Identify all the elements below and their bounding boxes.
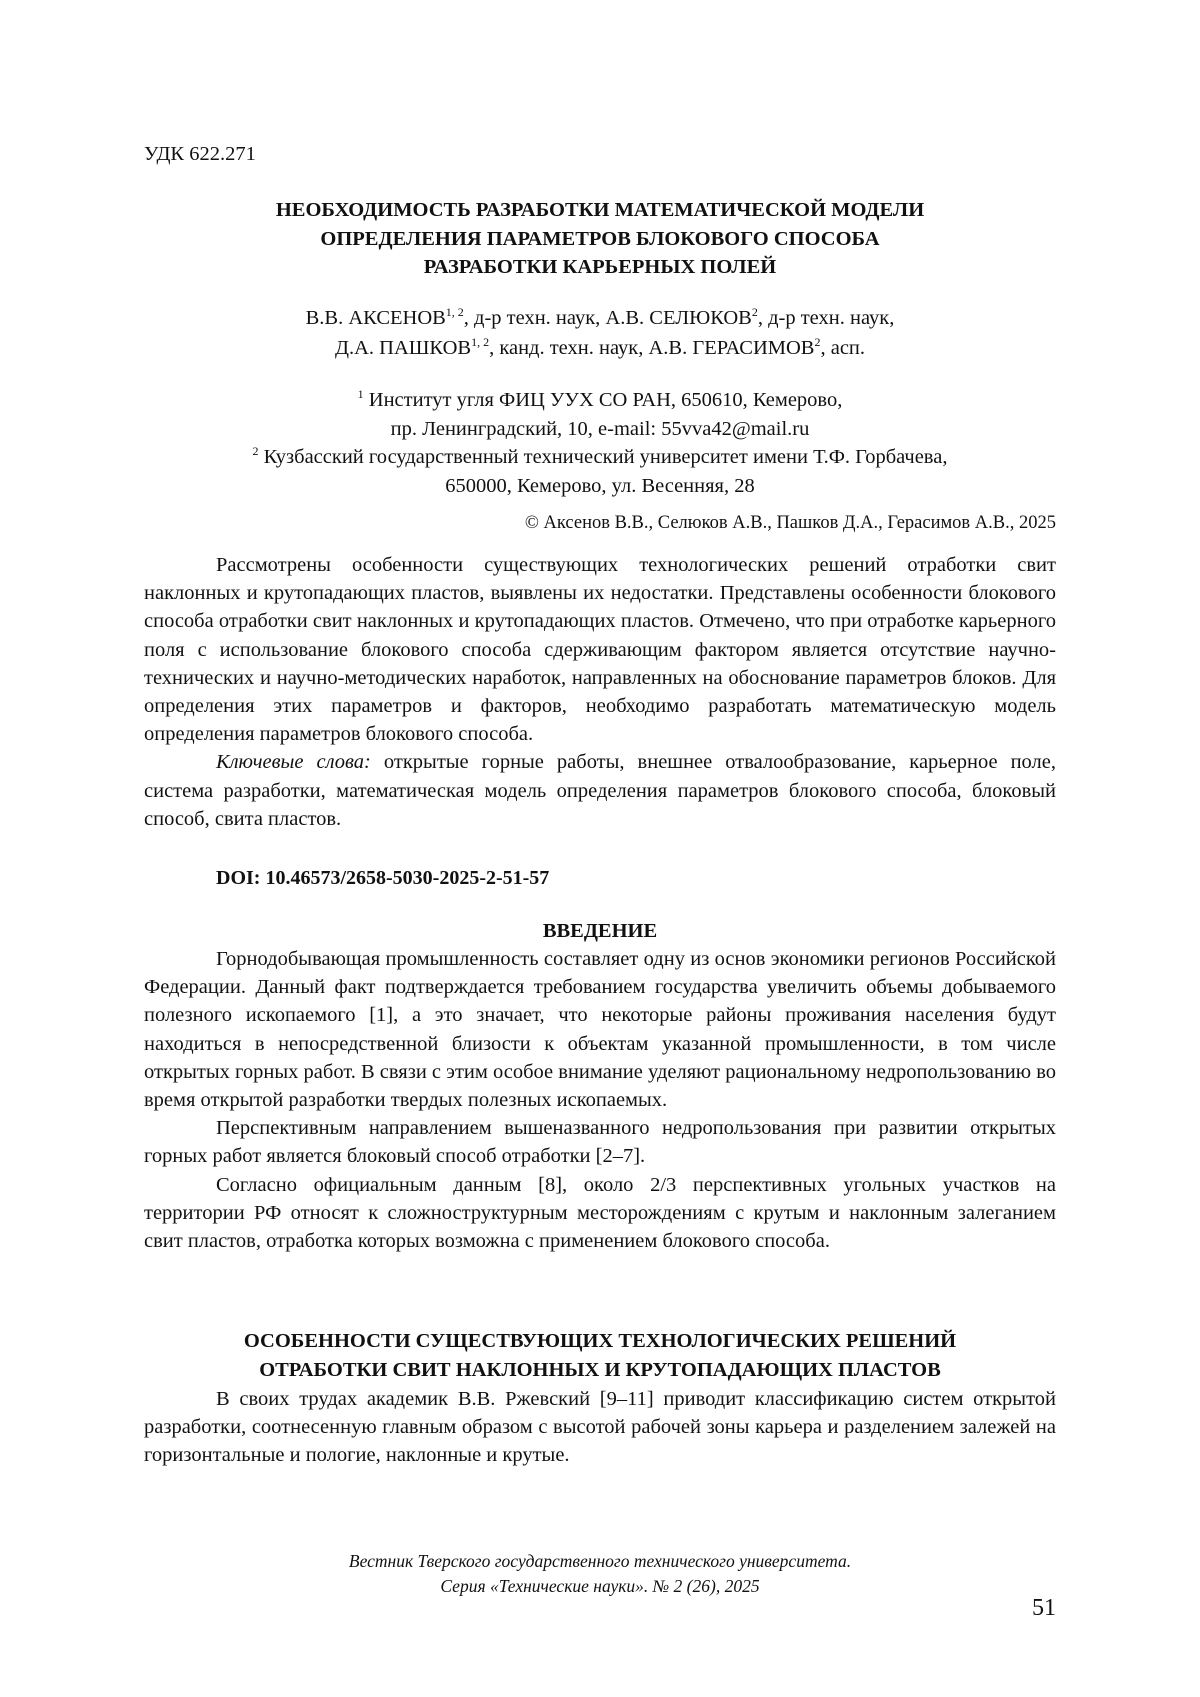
udk-code: УДК 622.271	[144, 143, 256, 165]
keywords	[144, 748, 1056, 833]
author-affil-sup: 1, 2	[471, 335, 490, 350]
author-affil-sup: 2	[814, 335, 821, 350]
title-line: РАЗРАБОТКИ КАРЬЕРНЫХ ПОЛЕЙ	[423, 256, 777, 278]
intro-paragraph: Горнодобывающая промышленность составляет одну из основ экономики регионов Российской Федерации. Данный факт подтверждается требованием государства увеличить объемы добываемого полезного ископаемого [1], а это значает, что некоторые районы проживания населения будут находиться в непосредственной близости к объектам указанной промышленности, в том числе открытых горных работ. В связи с этим особое внимание уделяют рациональному недропользованию во время открытой разработки твердых полезных ископаемых.	[144, 948, 1056, 1112]
author-list	[144, 303, 1056, 363]
section-heading-features	[144, 1327, 1056, 1384]
doi-link[interactable]: DOI: 10.46573/2658-5030-2025-2-51-57	[216, 867, 550, 889]
page-number: 51	[1032, 1595, 1056, 1621]
author-name: Д.А. ПАШКОВ	[334, 337, 472, 359]
journal-name: Вестник Тверского государственного технического университета.	[348, 1551, 852, 1571]
section-heading-intro: ВВЕДЕНИЕ	[542, 920, 658, 942]
affiliation-text: Кузбасский государственный технический университет имени Т.Ф. Горбачева,	[258, 446, 948, 468]
keywords-text: открытые горные работы, внешнее отвалообразование, карьерное поле, система разработки, математическая модель определения параметров блокового способа, блоковый способ, свита пластов.	[144, 751, 1056, 830]
affiliation-sup: 2	[252, 444, 259, 459]
title-line: НЕОБХОДИМОСТЬ РАЗРАБОТКИ МАТЕМАТИЧЕСКОЙ МОДЕЛИ	[275, 199, 925, 221]
features-section	[144, 1385, 1056, 1470]
journal-footer	[144, 1549, 1056, 1599]
heading-line: ОСОБЕННОСТИ СУЩЕСТВУЮЩИХ ТЕХНОЛОГИЧЕСКИХ РЕШЕНИЙ	[243, 1330, 957, 1352]
abstract-text: Рассмотрены особенности существующих технологических решений отработки свит наклонных и крутопадающих пластов, выявлены их недостатки. Представлены особенности блокового способа отработки свит наклонных и крутопадающих пластов. Отмечено, что при отработке карьерного поля с использование блокового способа сдерживающим фактором является отсутствие научно-технических и научно-методических наработок, направленных на обоснование параметров блоков. Для определения этих параметров и факторов, необходимо разработать математическую модель определения параметров блокового способа.	[144, 554, 1056, 746]
section-paragraph: В своих трудах академик В.В. Ржевский [9–11] приводит классификацию систем открытой разработки, соотнесенную главным образом с высотой рабочей зоны карьера и разделением залежей на горизонтальные и пологие, наклонные и крутые.	[144, 1388, 1056, 1467]
affiliation-sup: 1	[357, 387, 364, 402]
author-degree: , д-р техн. наук,	[757, 307, 895, 329]
copyright-notice: © Аксенов В.В., Селюков А.В., Пашков Д.А., Герасимов А.В., 2025	[524, 513, 1056, 533]
author-affil-sup: 2	[751, 305, 758, 320]
title-line: ОПРЕДЕЛЕНИЯ ПАРАМЕТРОВ БЛОКОВОГО СПОСОБА	[320, 227, 880, 250]
author-line	[144, 303, 1056, 333]
author-degree: , асп.	[820, 337, 866, 359]
author-affil-sup: 1, 2	[445, 305, 464, 320]
author-name: В.В. АКСЕНОВ	[305, 307, 446, 329]
heading-line: ОТРАБОТКИ СВИТ НАКЛОННЫХ И КРУТОПАДАЮЩИХ ПЛАСТОВ	[259, 1358, 941, 1381]
journal-series: Серия «Технические науки». № 2 (26), 2025	[440, 1576, 760, 1596]
author-degree: , канд. техн. наук,	[489, 337, 649, 359]
affiliation-2-address: 650000, Кемерово, ул. Весенняя, 28	[445, 474, 755, 497]
intro-section	[144, 945, 1056, 1255]
abstract-block	[144, 551, 1056, 833]
affiliation-text: Институт угля ФИЦ УУХ СО РАН, 650610, Кемерово,	[363, 389, 843, 411]
affiliation-1-line	[144, 386, 1056, 415]
affiliation-2-line	[144, 443, 1056, 472]
author-degree: , д-р техн. наук,	[463, 307, 606, 329]
intro-paragraph: Согласно официальным данным [8], около 2/3 перспективных угольных участков на территории РФ относят к сложноструктурным месторождениям с крутым и наклонным залеганием свит пластов, отработка которых возможна с применением блокового способа.	[144, 1173, 1056, 1253]
intro-paragraph: Перспективным направлением вышеназванного недропользования при развитии открытых горных работ является блоковый способ отработки [2–7].	[144, 1117, 1056, 1168]
affiliations	[144, 386, 1056, 500]
author-name: А.В. ГЕРАСИМОВ	[648, 337, 815, 359]
author-name: А.В. СЕЛЮКОВ	[605, 307, 752, 329]
article-title	[144, 196, 1056, 282]
author-line	[144, 333, 1056, 363]
keywords-label: Ключевые слова:	[216, 751, 371, 774]
affiliation-1-address: пр. Ленинградский, 10, e-mail: 55vva42@mail.ru	[390, 417, 810, 440]
